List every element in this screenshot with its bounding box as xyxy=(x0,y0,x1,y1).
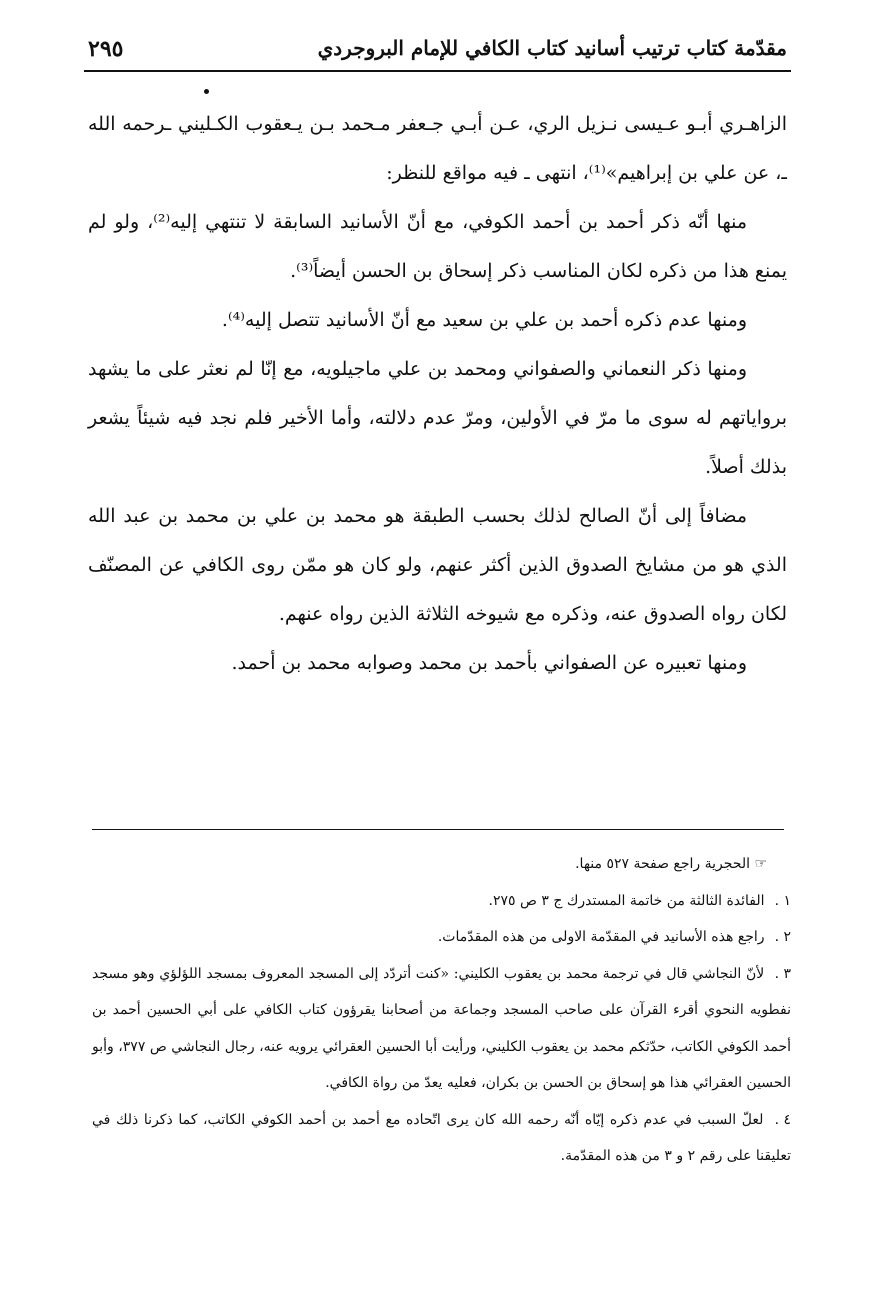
footnote-text: راجع هذه الأسانيد في المقدّمة الاولى من هذه المقدّمات. xyxy=(437,929,765,945)
paragraph: ومنها تعبيره عن الصفواني بأحمد بن محمد وصوابه محمد بن أحمد. xyxy=(231,652,747,674)
page-number: ٢٩٥ xyxy=(88,36,124,62)
footnote-number: ٢ . xyxy=(774,929,791,945)
footnote-separator xyxy=(92,829,784,830)
main-text xyxy=(88,100,787,688)
footnote-number: ٤ . xyxy=(774,1111,791,1128)
footnote-2 xyxy=(92,919,791,956)
footnotes xyxy=(92,846,791,1175)
paragraph: ومنها ذكر النعماني والصفواني ومحمد بن علي ماجيلويه، مع إنّا لم نعثر على ما يشهد برواياتهم له سوى ما مرّ في الأولين، ومرّ عدم دلالته، وأما الأخير فلم نجد فيه شيئاً يشعر بذلك أصلاً. xyxy=(88,358,787,478)
paragraph: مضافاً إلى أنّ الصالح لذلك بحسب الطبقة هو محمد بن علي بن محمد بن عبد الله الذي هو من مشايخ الصدوق الذين أكثر عنهم، ولو كان هو ممّن روى الكافي عن المصنّف لكان رواه الصدوق عنه، وذكره مع شيوخه الثلاثة الذين رواه عنهم. xyxy=(88,505,787,625)
ink-dot xyxy=(204,89,209,94)
footnote-3 xyxy=(92,956,791,1102)
footnote-text: لأنّ النجاشي قال في ترجمة محمد بن يعقوب الكليني: «كنت أتردّد إلى المسجد المعروف بمسجد اللؤلؤي وهو مسجد نفطويه النحوي أقرء القرآن على صاحب المسجد وجماعة من أصحابنا يقرؤون كتاب الكافي على أبي الحسين أحمد بن أحمد الكوفي الكاتب، حدّثكم محمد بن يعقوب الكليني، ورأيت أبا الحسين العقرائي يرويه عنه، رجال النجاشي ص ٣٧٧، وأبو الحسين العقرائي هذا هو إسحاق بن الحسن بن بكران، فعليه يعدّ من رواة الكافي. xyxy=(92,965,792,1091)
running-title: مقدّمة كتاب ترتيب أسانيد كتاب الكافي للإمام البروجردي xyxy=(317,36,787,60)
page-header xyxy=(84,32,791,72)
footnote-number: ٣ . xyxy=(774,965,792,982)
footnote-4 xyxy=(92,1102,791,1175)
footnote-continuation: ☞ الحجرية راجع صفحة ٥٢٧ منها. xyxy=(575,856,767,872)
footnote-number: ١ . xyxy=(774,892,791,909)
footnote-text: الفائدة الثالثة من خاتمة المستدرك ج ٣ ص ٢٧٥. xyxy=(488,892,765,909)
paragraph: الزاهـري أبـو عـيسى نـزيل الري، عـن أبـي جـعفر مـحمد بـن يـعقوب الكـليني ـرحمه الله ـ، عن علي بن إبراهيم»⁽¹⁾، انتهى ـ فيه مواقع للنظر: xyxy=(88,113,787,184)
paragraph: ومنها عدم ذكره أحمد بن علي بن سعيد مع أنّ الأسانيد تتصل إليه⁽⁴⁾. xyxy=(221,309,747,331)
paragraph: منها أنّه ذكر أحمد بن أحمد الكوفي، مع أنّ الأسانيد السابقة لا تنتهي إليه⁽²⁾، ولو لم يمنع هذا من ذكره لكان المناسب ذكر إسحاق بن الحسن أيضاً⁽³⁾. xyxy=(88,211,787,282)
footnote-1 xyxy=(92,883,791,920)
footnote-text: لعلّ السبب في عدم ذكره إيّاه أنّه رحمه الله كان يرى اتّحاده مع أحمد بن أحمد الكوفي الكاتب، كما ذكرنا ذلك في تعليقنا على رقم ٢ و ٣ من هذه المقدّمة. xyxy=(92,1111,791,1164)
